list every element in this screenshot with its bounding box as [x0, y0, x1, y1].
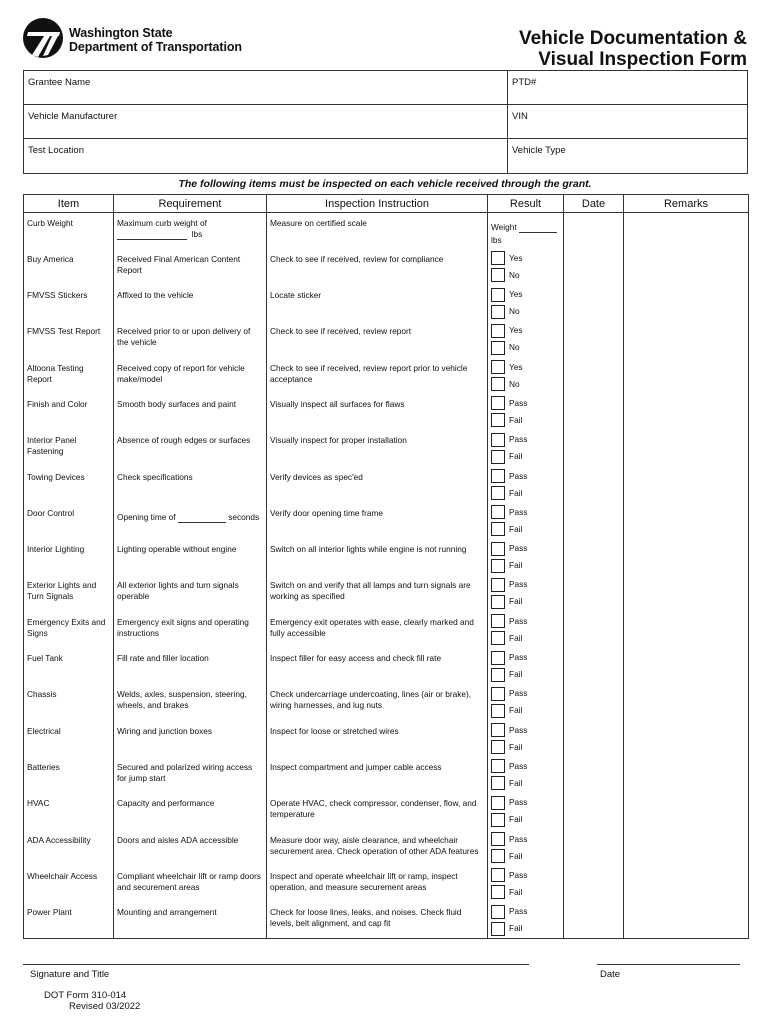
- result-option-2[interactable]: [491, 702, 561, 719]
- item-cell: Exterior Lights and Turn Signals: [24, 575, 114, 611]
- result-option-1[interactable]: [491, 286, 561, 303]
- checkbox-icon[interactable]: [491, 905, 505, 919]
- item-cell: Interior Panel Fastening: [24, 430, 114, 466]
- result-option-1[interactable]: [491, 722, 561, 739]
- result-option-label: Pass: [509, 579, 528, 590]
- date-cell[interactable]: [564, 394, 624, 430]
- table-row: [24, 721, 749, 757]
- result-cell: [488, 358, 564, 394]
- result-cell: [488, 321, 564, 357]
- instruction-cell: Emergency exit operates with ease, clearly marked and fully accessible: [267, 612, 488, 648]
- result-option-label: Fail: [509, 632, 523, 643]
- result-option-label: Pass: [509, 397, 528, 408]
- checkbox-icon[interactable]: [491, 396, 505, 410]
- result-cell: [488, 684, 564, 720]
- requirement-cell: Check specifications: [114, 467, 267, 503]
- remarks-cell[interactable]: [624, 866, 749, 902]
- item-cell: Buy America: [24, 249, 114, 285]
- checkbox-icon[interactable]: [491, 578, 505, 592]
- result-cell: [488, 902, 564, 938]
- checkbox-icon[interactable]: [491, 251, 505, 265]
- result-cell: [488, 575, 564, 611]
- curb-weight-req-text: Maximum curb weight of: [117, 218, 207, 228]
- instruction-cell: Measure on certified scale: [267, 213, 488, 249]
- remarks-cell[interactable]: [624, 830, 749, 866]
- info-row: [24, 105, 747, 139]
- result-option-2[interactable]: [491, 339, 561, 356]
- checkbox-icon[interactable]: [491, 651, 505, 665]
- result-option-label: Fail: [509, 850, 523, 861]
- date-cell[interactable]: [564, 793, 624, 829]
- result-option-label: Fail: [509, 705, 523, 716]
- result-option-2[interactable]: [491, 412, 561, 429]
- instruction-cell: Switch on and verify that all lamps and turn signals are working as specified: [267, 575, 488, 611]
- remarks-cell[interactable]: [624, 721, 749, 757]
- result-cell: [488, 721, 564, 757]
- requirement-cell: Received copy of report for vehicle make/model: [114, 358, 267, 394]
- result-option-label: Yes: [509, 289, 523, 300]
- result-option-2[interactable]: [491, 521, 561, 538]
- instruction-cell: Verify door opening time frame: [267, 503, 488, 539]
- info-row: [24, 71, 747, 105]
- result-option-label: Fail: [509, 814, 523, 825]
- result-option-label: Fail: [509, 923, 523, 934]
- result-option-label: Pass: [509, 724, 528, 735]
- result-option-2[interactable]: [491, 485, 561, 502]
- result-option-label: No: [509, 342, 520, 353]
- date-cell[interactable]: [564, 721, 624, 757]
- instruction-cell: Inspect compartment and jumper cable access: [267, 757, 488, 793]
- table-row: [24, 648, 749, 684]
- date-cell[interactable]: [564, 757, 624, 793]
- checkbox-icon[interactable]: [491, 559, 505, 573]
- instruction-cell: Check for loose lines, leaks, and noises. Check fluid levels, belt alignment, and cap fit: [267, 902, 488, 938]
- checkbox-icon[interactable]: [491, 341, 505, 355]
- item-cell: Door Control: [24, 503, 114, 539]
- checkbox-icon[interactable]: [491, 740, 505, 754]
- result-cell: [488, 394, 564, 430]
- result-option-1[interactable]: [491, 468, 561, 485]
- result-option-2[interactable]: [491, 630, 561, 647]
- item-cell: Electrical: [24, 721, 114, 757]
- wsdot-logo-icon: [22, 17, 64, 59]
- item-cell: Emergency Exits and Signs: [24, 612, 114, 648]
- result-option-1[interactable]: [491, 613, 561, 630]
- checkbox-icon[interactable]: [491, 595, 505, 609]
- instruction-cell: Check to see if received, review for compliance: [267, 249, 488, 285]
- wsdot-logo: [22, 17, 282, 61]
- instruction-cell: Check to see if received, review report: [267, 321, 488, 357]
- test-location-field[interactable]: Test Location: [24, 139, 508, 173]
- item-cell: Power Plant: [24, 902, 114, 938]
- remarks-cell[interactable]: [624, 321, 749, 357]
- result-option-label: Yes: [509, 325, 523, 336]
- vehicle-manufacturer-field[interactable]: Vehicle Manufacturer: [24, 105, 508, 138]
- weight-label: Weight: [491, 222, 517, 232]
- result-option-1[interactable]: [491, 250, 561, 267]
- instruction-cell: Operate HVAC, check compressor, condenser, flow, and temperature: [267, 793, 488, 829]
- result-cell: [488, 830, 564, 866]
- table-row: [24, 575, 749, 611]
- col-header-result: Result: [488, 195, 564, 213]
- result-cell: [488, 430, 564, 466]
- checkbox-icon[interactable]: [491, 413, 505, 427]
- date-cell[interactable]: [564, 830, 624, 866]
- requirement-cell: Doors and aisles ADA accessible: [114, 830, 267, 866]
- result-option-label: Fail: [509, 560, 523, 571]
- result-option-1[interactable]: [491, 576, 561, 593]
- table-row: [24, 358, 749, 394]
- date-cell[interactable]: [564, 539, 624, 575]
- instruction-cell: Inspect for loose or stretched wires: [267, 721, 488, 757]
- checkbox-icon[interactable]: [491, 704, 505, 718]
- result-option-label: Pass: [509, 797, 528, 808]
- table-row: [24, 213, 749, 249]
- date-cell[interactable]: [564, 648, 624, 684]
- item-cell: FMVSS Stickers: [24, 285, 114, 321]
- result-option-label: Pass: [509, 833, 528, 844]
- remarks-cell[interactable]: [624, 249, 749, 285]
- requirement-cell: [114, 503, 267, 539]
- form-number: DOT Form 310-014: [44, 990, 127, 1001]
- checkbox-icon[interactable]: [491, 522, 505, 536]
- col-header-date: Date: [564, 195, 624, 213]
- result-cell: [488, 648, 564, 684]
- vehicle-info-block: [23, 70, 748, 174]
- instruction-cell: Inspect and operate wheelchair lift or ramp, inspect operation, and measure securement areas: [267, 866, 488, 902]
- instruction-cell: Switch on all interior lights while engine is not running: [267, 539, 488, 575]
- result-option-2[interactable]: [491, 848, 561, 865]
- result-option-1[interactable]: [491, 831, 561, 848]
- checkbox-icon[interactable]: [491, 832, 505, 846]
- checkbox-icon[interactable]: [491, 433, 505, 447]
- date-cell[interactable]: [564, 503, 624, 539]
- result-option-label: Fail: [509, 487, 523, 498]
- result-option-1[interactable]: [491, 431, 561, 448]
- result-option-2[interactable]: [491, 811, 561, 828]
- checkbox-icon[interactable]: [491, 505, 505, 519]
- requirement-cell: Absence of rough edges or surfaces: [114, 430, 267, 466]
- requirement-cell: Capacity and performance: [114, 793, 267, 829]
- result-option-label: Fail: [509, 741, 523, 752]
- date-cell[interactable]: [564, 575, 624, 611]
- result-cell: [488, 757, 564, 793]
- result-option-label: Fail: [509, 596, 523, 607]
- checkbox-icon[interactable]: [491, 268, 505, 282]
- remarks-cell[interactable]: [624, 684, 749, 720]
- signature-line[interactable]: [23, 964, 529, 965]
- checkbox-icon[interactable]: [491, 687, 505, 701]
- result-option-1[interactable]: [491, 649, 561, 666]
- result-cell: [488, 866, 564, 902]
- requirement-cell: Welds, axles, suspension, steering, wheels, and brakes: [114, 684, 267, 720]
- requirement-cell: Mounting and arrangement: [114, 902, 267, 938]
- requirement-cell: Received prior to or upon delivery of the vehicle: [114, 321, 267, 357]
- date-cell[interactable]: [564, 612, 624, 648]
- instruction-cell: Measure door way, aisle clearance, and wheelchair securement area. Check operation of other ADA features: [267, 830, 488, 866]
- result-option-label: Pass: [509, 869, 528, 880]
- result-option-2[interactable]: [491, 884, 561, 901]
- remarks-cell[interactable]: [624, 213, 749, 249]
- remarks-cell[interactable]: [624, 575, 749, 611]
- date-cell[interactable]: [564, 213, 624, 249]
- org-name-line1: Washington State: [69, 26, 173, 40]
- date-line[interactable]: [597, 964, 740, 965]
- checkbox-icon[interactable]: [491, 868, 505, 882]
- result-option-label: Pass: [509, 543, 528, 554]
- table-row: [24, 503, 749, 539]
- result-option-2[interactable]: [491, 666, 561, 683]
- result-option-1[interactable]: [491, 359, 561, 376]
- org-name-line2: Department of Transportation: [69, 40, 242, 54]
- col-header-item: Item: [24, 195, 114, 213]
- result-option-1[interactable]: [491, 504, 561, 521]
- result-option-label: No: [509, 306, 520, 317]
- result-cell: [488, 539, 564, 575]
- result-cell: [488, 467, 564, 503]
- requirement-cell: Affixed to the vehicle: [114, 285, 267, 321]
- table-header-row: [24, 195, 749, 213]
- date-cell[interactable]: [564, 902, 624, 938]
- result-option-2[interactable]: [491, 593, 561, 610]
- checkbox-icon[interactable]: [491, 360, 505, 374]
- ptd-number-field[interactable]: PTD#: [512, 77, 537, 88]
- result-option-1[interactable]: [491, 794, 561, 811]
- checkbox-icon[interactable]: [491, 486, 505, 500]
- date-cell[interactable]: [564, 467, 624, 503]
- result-option-label: Fail: [509, 451, 523, 462]
- result-cell: [488, 249, 564, 285]
- form-title: [519, 28, 747, 70]
- weight-unit: lbs: [491, 235, 502, 245]
- requirement-cell: Emergency exit signs and operating instructions: [114, 612, 267, 648]
- date-cell[interactable]: [564, 285, 624, 321]
- instruction-cell: Check undercarriage undercoating, lines (air or brake), wiring harnesses, and lug nuts: [267, 684, 488, 720]
- result-option-label: Fail: [509, 523, 523, 534]
- result-option-label: Pass: [509, 688, 528, 699]
- item-cell: ADA Accessibility: [24, 830, 114, 866]
- result-option-1[interactable]: [491, 867, 561, 884]
- checkbox-icon[interactable]: [491, 759, 505, 773]
- result-option-2[interactable]: [491, 557, 561, 574]
- checkbox-icon[interactable]: [491, 469, 505, 483]
- signature-label: Signature and Title: [30, 969, 110, 980]
- result-option-label: Pass: [509, 906, 528, 917]
- date-label: Date: [600, 969, 621, 980]
- result-option-label: No: [509, 269, 520, 280]
- result-option-label: Pass: [509, 470, 528, 481]
- result-cell: [488, 503, 564, 539]
- result-cell: [488, 213, 564, 249]
- result-option-2[interactable]: [491, 303, 561, 320]
- requirement-cell: [114, 213, 267, 249]
- checkbox-icon[interactable]: [491, 614, 505, 628]
- remarks-cell[interactable]: [624, 757, 749, 793]
- result-option-2[interactable]: [491, 376, 561, 393]
- checkbox-icon[interactable]: [491, 813, 505, 827]
- table-row: [24, 684, 749, 720]
- item-cell: HVAC: [24, 793, 114, 829]
- result-option-2[interactable]: [491, 267, 561, 284]
- table-row: [24, 321, 749, 357]
- remarks-cell[interactable]: [624, 285, 749, 321]
- result-option-label: Yes: [509, 361, 523, 372]
- item-cell: Curb Weight: [24, 213, 114, 249]
- result-option-1[interactable]: [491, 903, 561, 920]
- remarks-cell[interactable]: [624, 539, 749, 575]
- result-option-label: Fail: [509, 414, 523, 425]
- grantee-name-field[interactable]: Grantee Name: [24, 71, 508, 104]
- instruction-cell: Verify devices as spec'ed: [267, 467, 488, 503]
- col-header-remarks: Remarks: [624, 195, 749, 213]
- requirement-cell: Fill rate and filler location: [114, 648, 267, 684]
- item-cell: Towing Devices: [24, 467, 114, 503]
- instruction-cell: Locate sticker: [267, 285, 488, 321]
- date-cell[interactable]: [564, 866, 624, 902]
- date-cell[interactable]: [564, 358, 624, 394]
- date-cell[interactable]: [564, 684, 624, 720]
- table-row: [24, 467, 749, 503]
- remarks-cell[interactable]: [624, 503, 749, 539]
- table-row: [24, 902, 749, 938]
- requirement-cell: All exterior lights and turn signals operable: [114, 575, 267, 611]
- remarks-cell[interactable]: [624, 793, 749, 829]
- vin-field[interactable]: VIN: [512, 111, 528, 122]
- result-option-1[interactable]: [491, 322, 561, 339]
- result-option-1[interactable]: [491, 540, 561, 557]
- vehicle-type-field[interactable]: Vehicle Type: [512, 145, 566, 156]
- remarks-cell[interactable]: [624, 902, 749, 938]
- result-option-label: Pass: [509, 615, 528, 626]
- remarks-cell[interactable]: [624, 648, 749, 684]
- remarks-cell[interactable]: [624, 430, 749, 466]
- table-row: [24, 249, 749, 285]
- requirement-cell: Wiring and junction boxes: [114, 721, 267, 757]
- checkbox-icon[interactable]: [491, 776, 505, 790]
- result-option-label: Pass: [509, 652, 528, 663]
- item-cell: Wheelchair Access: [24, 866, 114, 902]
- item-cell: Chassis: [24, 684, 114, 720]
- checkbox-icon[interactable]: [491, 305, 505, 319]
- table-row: [24, 830, 749, 866]
- item-cell: FMVSS Test Report: [24, 321, 114, 357]
- checkbox-icon[interactable]: [491, 796, 505, 810]
- requirement-cell: Received Final American Content Report: [114, 249, 267, 285]
- item-cell: Altoona Testing Report: [24, 358, 114, 394]
- checkbox-icon[interactable]: [491, 668, 505, 682]
- checkbox-icon[interactable]: [491, 723, 505, 737]
- checkbox-icon[interactable]: [491, 849, 505, 863]
- col-header-requirement: Requirement: [114, 195, 267, 213]
- weight-blank[interactable]: [519, 232, 557, 233]
- remarks-cell[interactable]: [624, 394, 749, 430]
- table-row: [24, 793, 749, 829]
- item-cell: Finish and Color: [24, 394, 114, 430]
- requirement-cell: Smooth body surfaces and paint: [114, 394, 267, 430]
- door-req-prefix: Opening time of: [117, 511, 176, 522]
- inspection-table: [23, 194, 749, 939]
- table-row: [24, 612, 749, 648]
- date-cell[interactable]: [564, 249, 624, 285]
- table-row: [24, 394, 749, 430]
- curb-weight-blank[interactable]: [117, 239, 187, 240]
- result-option-label: Fail: [509, 669, 523, 680]
- remarks-cell[interactable]: [624, 612, 749, 648]
- checkbox-icon[interactable]: [491, 324, 505, 338]
- result-cell: [488, 612, 564, 648]
- table-row: [24, 757, 749, 793]
- table-row: [24, 539, 749, 575]
- table-row: [24, 866, 749, 902]
- checkbox-icon[interactable]: [491, 922, 505, 936]
- info-row: [24, 139, 747, 173]
- checkbox-icon[interactable]: [491, 450, 505, 464]
- result-cell: [488, 285, 564, 321]
- requirement-cell: Compliant wheelchair lift or ramp doors and securement areas: [114, 866, 267, 902]
- result-option-label: Pass: [509, 506, 528, 517]
- date-cell[interactable]: [564, 321, 624, 357]
- checkbox-icon[interactable]: [491, 631, 505, 645]
- item-cell: Batteries: [24, 757, 114, 793]
- remarks-cell[interactable]: [624, 358, 749, 394]
- instruction-cell: Visually inspect for proper installation: [267, 430, 488, 466]
- result-option-label: Pass: [509, 760, 528, 771]
- form-title-line1: Vehicle Documentation &: [518, 28, 747, 49]
- requirement-cell: Lighting operable without engine: [114, 539, 267, 575]
- result-option-label: Fail: [509, 886, 523, 897]
- instruction-cell: Check to see if received, review report prior to vehicle acceptance: [267, 358, 488, 394]
- inspection-notice: The following items must be inspected on each vehicle received through the grant.: [178, 178, 592, 190]
- result-option-1[interactable]: [491, 758, 561, 775]
- item-cell: Interior Lighting: [24, 539, 114, 575]
- door-time-blank[interactable]: [178, 522, 226, 523]
- result-option-label: Fail: [509, 777, 523, 788]
- checkbox-icon[interactable]: [491, 885, 505, 899]
- instruction-cell: Visually inspect all surfaces for flaws: [267, 394, 488, 430]
- result-option-2[interactable]: [491, 775, 561, 792]
- date-cell[interactable]: [564, 430, 624, 466]
- remarks-cell[interactable]: [624, 467, 749, 503]
- instruction-cell: Inspect filler for easy access and check fill rate: [267, 648, 488, 684]
- checkbox-icon[interactable]: [491, 288, 505, 302]
- result-option-1[interactable]: [491, 395, 561, 412]
- result-option-2[interactable]: [491, 920, 561, 937]
- result-option-label: Yes: [509, 252, 523, 263]
- revised-date: Revised 03/2022: [69, 1001, 141, 1012]
- col-header-instruction: Inspection Instruction: [267, 195, 488, 213]
- result-option-1[interactable]: [491, 685, 561, 702]
- checkbox-icon[interactable]: [491, 542, 505, 556]
- requirement-cell: Secured and polarized wiring access for jump start: [114, 757, 267, 793]
- table-row: [24, 430, 749, 466]
- table-row: [24, 285, 749, 321]
- result-option-2[interactable]: [491, 739, 561, 756]
- result-option-2[interactable]: [491, 448, 561, 465]
- curb-weight-unit: lbs: [191, 229, 203, 239]
- checkbox-icon[interactable]: [491, 377, 505, 391]
- result-option-label: Pass: [509, 434, 528, 445]
- result-option-label: No: [509, 378, 520, 389]
- result-cell: [488, 793, 564, 829]
- door-req-suffix: seconds: [228, 511, 260, 522]
- form-title-line2: Visual Inspection Form: [538, 49, 747, 70]
- item-cell: Fuel Tank: [24, 648, 114, 684]
